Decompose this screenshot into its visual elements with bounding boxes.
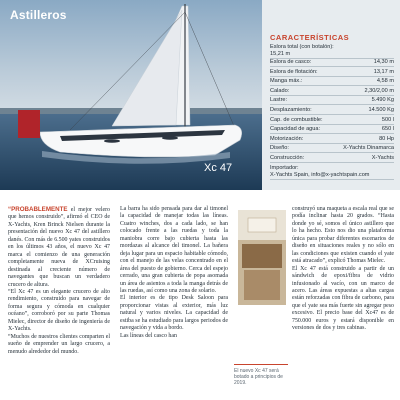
spec-value: X-Yachts [371,155,394,161]
specs-title: CARACTERÍSTICAS [270,33,350,42]
spec-label: Importador: [270,164,299,171]
spec-label: Motorización: [270,135,304,142]
hero-photo [0,0,262,190]
article-column-2 [120,206,228,340]
photo-caption: El nuevo Xc 47 será botado a principios de 2019. [234,368,283,386]
spec-row [270,165,394,180]
article-paragraph: construyó una maqueta a escala real que se podía inclinar hasta 20 grados. “Hasta donde yo sé, somos el único astillero que lo ha hecho. Esto nos dio una plataforma única para probar diferentes escenarios de diseño en situaciones reales y no sólo en las condiciones que existen cuando el yate está atracado”, explicó Thomas Mielec. [292,206,394,265]
article-lead: “PROBABLEMENTE [8,206,68,213]
spec-label: Eslora de casco: [270,59,312,65]
spec-value: X-Yachts Dinamarca [343,145,394,152]
spec-row [270,69,394,77]
spec-row [270,97,394,105]
section-tag: Astilleros [10,8,67,22]
article-paragraph: “Muchos de nuestros clientes comparten el sueño de emprender un largo crucero, a menudo alrededor del mundo. [8,333,110,355]
model-label: Xc 47 [204,162,233,174]
spec-value: 15,21 m [270,51,291,57]
spec-label: Eslora total (con botalón): [270,44,334,50]
spec-value: 13,17 m [373,68,394,75]
spec-value: 4,58 m [376,78,394,85]
spec-value: 80 Hp [379,135,394,142]
spec-row [270,117,394,125]
article-paragraph: La barra ha sido pensada para dar al timonel la capacidad de manejar todas las líneas. Cuatro winches, dos a cada lado, se han colocado frente a las ruedas y toda la maniobra corre bajo cubierta hasta las mordazas al alcance del timonel. La bañera deja lugar para un espacio habitable cómodo, con el manejo de las velas concentrado en el área del puesto de gobierno. Cerca del espejo cerrado, una gran cubierta de popa asomada un área de asientos a toda la manga detrás de las ruedas, así como una zona de solario. [120,206,228,294]
article-paragraph: El interior es de tipo Desk Saloon para proporcionar vistas al exterior, más luz natural y varios niveles. La capacidad de estiba se ha estudiado para largos periodos de navegación y vida a bordo. [120,295,228,332]
spec-value: X-Yachts Spain, info@x-yachtspain.com [270,171,370,178]
spec-label: Calado: [270,87,290,94]
spec-row [270,155,394,163]
spec-value: 2,30/2,00 m [364,87,394,94]
spec-label: Capacidad de agua: [270,126,321,133]
spec-value: 14.500 Kg [368,107,394,113]
spec-value: 500 l [381,116,394,123]
spec-row [270,44,394,59]
spec-row [270,59,394,67]
spec-row [270,126,394,134]
article-paragraph [8,206,110,289]
article-paragraph: Las líneas del casco han [120,332,177,339]
spec-label: Desplazamiento: [270,107,312,113]
spec-label: Diseño: [270,145,289,152]
spec-value: 650 l [381,126,394,133]
spec-value: 14,30 m [373,59,394,65]
caption-rule [234,364,288,365]
spec-label: Eslora de flotación: [270,68,318,75]
article-column-1 [8,206,110,356]
spec-row [270,145,394,153]
spec-value: 5.490 Kg [371,97,394,104]
specs-panel [262,0,400,190]
interior-image [238,210,286,305]
interior-photo [238,210,286,305]
article-paragraph: El Xc 47 está construido a partir de un sándwich de epoxi/fibra de vidrio infusionado al vacío, con un marco de acero. Las áreas expuestas a altas cargas están reforzadas con fibra de carbono, para que el yate sea más fuerte sin agregar peso excesivo. El precio base del Xc47 es de 750.000 euros y estará disponible en versiones de dos y tres cabinas. [292,265,394,332]
spec-row [270,107,394,115]
spec-label: Manga máx.: [270,78,303,85]
spec-label: Cap. de combustible: [270,116,323,123]
article-lead-rest: el mejor velero que hemos construido”, afirmó el CEO de X-Yachts, Kren Brinck Nielsen durante la presentación del nuevo Xc 47 del astillero danés. Con más de 6.500 yates construidos en los últimos 43 años, el nuevo Xc 47 marca el comienzo de una generación completamente nueva de XCruising destinada al creciente número de navegantes que buscan un verdadero crucero de altura. [8,207,110,288]
article-paragraph: “El Xc 47 es un elegante crucero de alto rendimiento, construido para navegar de forma segura y cómoda en cualquier océano”, corroboró por su parte Thomas Mielec, director de diseño de ingeniería de X-Yachts. [8,288,110,333]
spec-row [270,88,394,96]
spec-row [270,78,394,86]
article-column-3 [292,206,394,333]
spec-label: Construcción: [270,155,305,161]
spec-label: Lastre: [270,97,288,104]
spec-row [270,136,394,144]
